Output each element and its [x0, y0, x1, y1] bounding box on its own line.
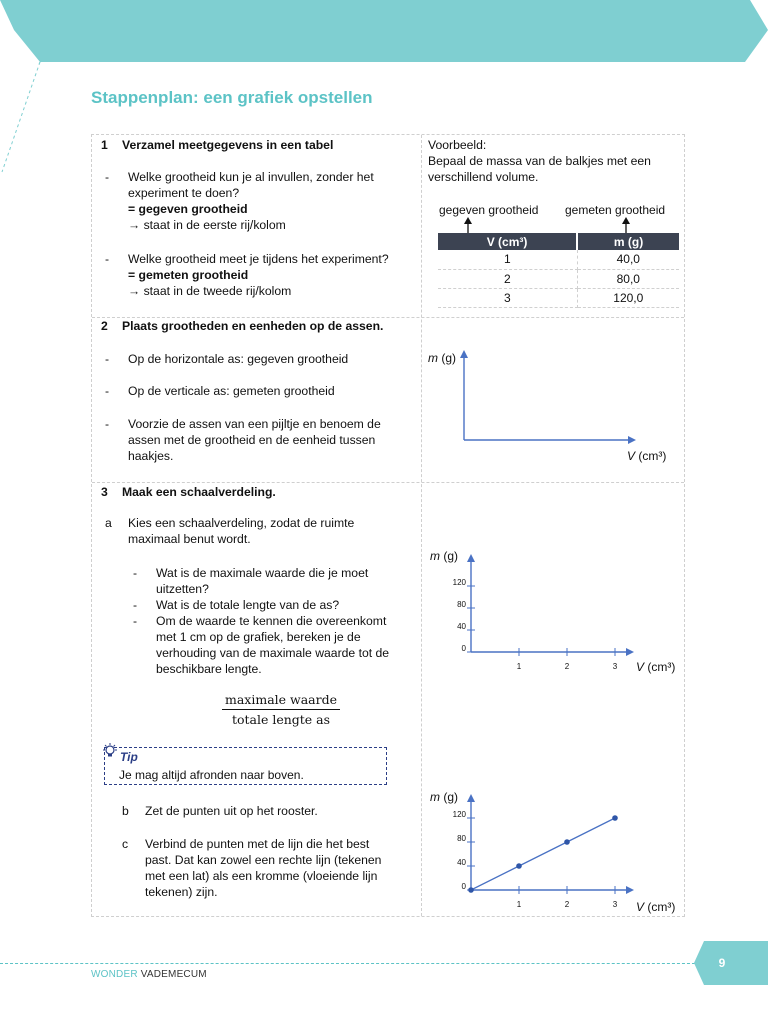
data-point [516, 863, 522, 869]
series-line [471, 818, 615, 890]
plotted-chart [422, 782, 684, 917]
y-axis-arrow-icon [460, 350, 468, 358]
x-axis-label: V (cm³) [627, 449, 667, 463]
x-axis-arrow-icon [626, 648, 634, 656]
example-data-table [438, 233, 679, 308]
step3-sub1-line2: uitzetten? [156, 582, 209, 596]
y-tick-label: 80 [457, 834, 466, 843]
example-label: Voorbeeld: [428, 138, 487, 152]
y-axis-arrow-icon [467, 554, 475, 562]
step3-sub2: Wat is de totale lengte van de as? [156, 598, 340, 612]
x-axis-arrow-icon [626, 886, 634, 894]
footer-brand-wonder: WONDER [91, 969, 138, 980]
step2-bullet3-line3: haakjes. [128, 449, 174, 463]
page-number: 9 [718, 956, 726, 970]
step3-b-label: b [122, 804, 129, 818]
step2-bullet-dash: - [105, 384, 110, 398]
scale-chart [422, 540, 684, 678]
step1-bullet-dash: - [105, 252, 110, 266]
y-tick-label: 0 [461, 882, 466, 891]
data-point [468, 887, 474, 893]
step1-bullet1-line1: Welke grootheid kun je al invullen, zonder het [128, 170, 374, 184]
step3-c-line4: tekenen) zijn. [145, 885, 218, 899]
step3-c-line3: met een lat) als een kromme (vloeiende lijn [145, 869, 378, 883]
y-tick-label: 40 [457, 858, 466, 867]
banner-dashed-edge [0, 62, 42, 182]
step3-sub3-line2: met 1 cm op de grafiek, bereken je de [156, 630, 361, 644]
table-row [438, 269, 679, 288]
y-tick-label: 120 [452, 578, 466, 587]
step3-sub3-line4: beschikbare lengte. [156, 662, 262, 676]
y-axis-label: m (g) [428, 351, 456, 365]
axes-chart [422, 340, 684, 475]
x-tick-label: 2 [564, 900, 570, 909]
footer-divider [0, 963, 700, 964]
step2-bullet1: Op de horizontale as: gegeven grootheid [128, 352, 349, 366]
step3-sub-dash: - [133, 598, 138, 612]
example-line2: verschillend volume. [428, 170, 539, 184]
step3-sub-dash: - [133, 566, 138, 580]
step3-c-line1: Verbind de punten met de lijn die het best [145, 837, 370, 851]
x-tick-label: 3 [612, 662, 618, 671]
data-point [612, 815, 618, 821]
step3-b-text: Zet de punten uit op het rooster. [145, 804, 318, 818]
step1-bullet2-line1: Welke grootheid meet je tijdens het experiment? [128, 252, 389, 266]
table-cell: 120,0 [577, 288, 679, 307]
step3-sub3-line1: Om de waarde te kennen die overeenkomt [156, 614, 387, 628]
tip-text: Je mag altijd afronden naar boven. [119, 768, 304, 782]
step1-heading: Verzamel meetgegevens in een tabel [122, 138, 334, 152]
table-cell: 2 [438, 269, 577, 288]
y-axis-label: m (g) [430, 549, 458, 563]
tip-label: Tip [120, 750, 138, 764]
y-tick-label: 40 [457, 622, 466, 631]
step3-sub-dash: - [133, 614, 138, 628]
step2-bullet3-line1: Voorzie de assen van een pijltje en benoem de [128, 417, 381, 431]
step1-bullet1-arrow: → staat in de eerste rij/kolom [128, 218, 286, 232]
step2-bullet2: Op de verticale as: gemeten grootheid [128, 384, 335, 398]
table-row [438, 288, 679, 307]
step2-bullet3-line2: assen met de grootheid en de eenheid tussen [128, 433, 376, 447]
label-arrows [460, 217, 640, 234]
step3-number: 3 [101, 485, 108, 499]
step3-c-line2: past. Dat kan zowel een rechte lijn (tekenen [145, 853, 382, 867]
x-tick-label: 2 [564, 662, 570, 671]
step3-a-label: a [105, 516, 112, 530]
step2-number: 2 [101, 319, 108, 333]
fraction-numerator: maximale waarde [222, 692, 340, 710]
step3-a-line1: Kies een schaalverdeling, zodat de ruimte [128, 516, 355, 530]
step1-bullet1-line2: experiment te doen? [128, 186, 240, 200]
footer-brand-vademecum: VADEMECUM [137, 969, 207, 980]
step1-number: 1 [101, 138, 108, 152]
y-axis-arrow-icon [467, 794, 475, 802]
table-cell: 80,0 [577, 269, 679, 288]
measured-quantity-label: gemeten grootheid [565, 203, 666, 217]
step1-bullet-dash: - [105, 170, 110, 184]
x-tick-label: 1 [516, 900, 522, 909]
data-point [564, 839, 570, 845]
step3-c-label: c [122, 837, 129, 851]
x-tick-label: 3 [612, 900, 618, 909]
step3-sub3-line3: verhouding van de maximale waarde tot de [156, 646, 390, 660]
fraction-denominator: totale lengte as [231, 712, 331, 727]
table-header-volume: V (cm³) [438, 233, 577, 250]
y-tick-label: 0 [461, 644, 466, 653]
top-banner [0, 0, 768, 64]
lightbulb-icon [102, 743, 118, 759]
step1-bullet1-result: = gegeven grootheid [128, 202, 248, 216]
step1-bullet2-arrow: → staat in de tweede rij/kolom [128, 284, 292, 298]
step2-bullet-dash: - [105, 417, 110, 431]
page-title: Stappenplan: een grafiek opstellen [91, 88, 373, 107]
step1-bullet2-result: = gemeten grootheid [128, 268, 249, 282]
step3-heading: Maak een schaalverdeling. [122, 485, 276, 499]
table-header-mass: m (g) [577, 233, 679, 250]
table-cell: 40,0 [577, 250, 679, 269]
y-tick-label: 120 [452, 810, 466, 819]
x-axis-label: V (cm³) [636, 900, 676, 914]
y-tick-label: 80 [457, 600, 466, 609]
table-row [438, 250, 679, 269]
x-tick-label: 1 [516, 662, 522, 671]
example-line1: Bepaal de massa van de balkjes met een [428, 154, 651, 168]
x-axis-label: V (cm³) [636, 660, 676, 674]
step2-bullet-dash: - [105, 352, 110, 366]
x-axis-arrow-icon [628, 436, 636, 444]
table-cell: 1 [438, 250, 577, 269]
ratio-fraction [222, 692, 340, 727]
y-axis-label: m (g) [430, 790, 458, 804]
footer-brand [91, 969, 207, 980]
step3-sub1-line1: Wat is de maximale waarde die je moet [156, 566, 369, 580]
step3-a-line2: maximaal benut wordt. [128, 532, 251, 546]
given-quantity-label: gegeven grootheid [439, 203, 539, 217]
step2-heading: Plaats grootheden en eenheden op de assen. [122, 319, 384, 333]
table-cell: 3 [438, 288, 577, 307]
